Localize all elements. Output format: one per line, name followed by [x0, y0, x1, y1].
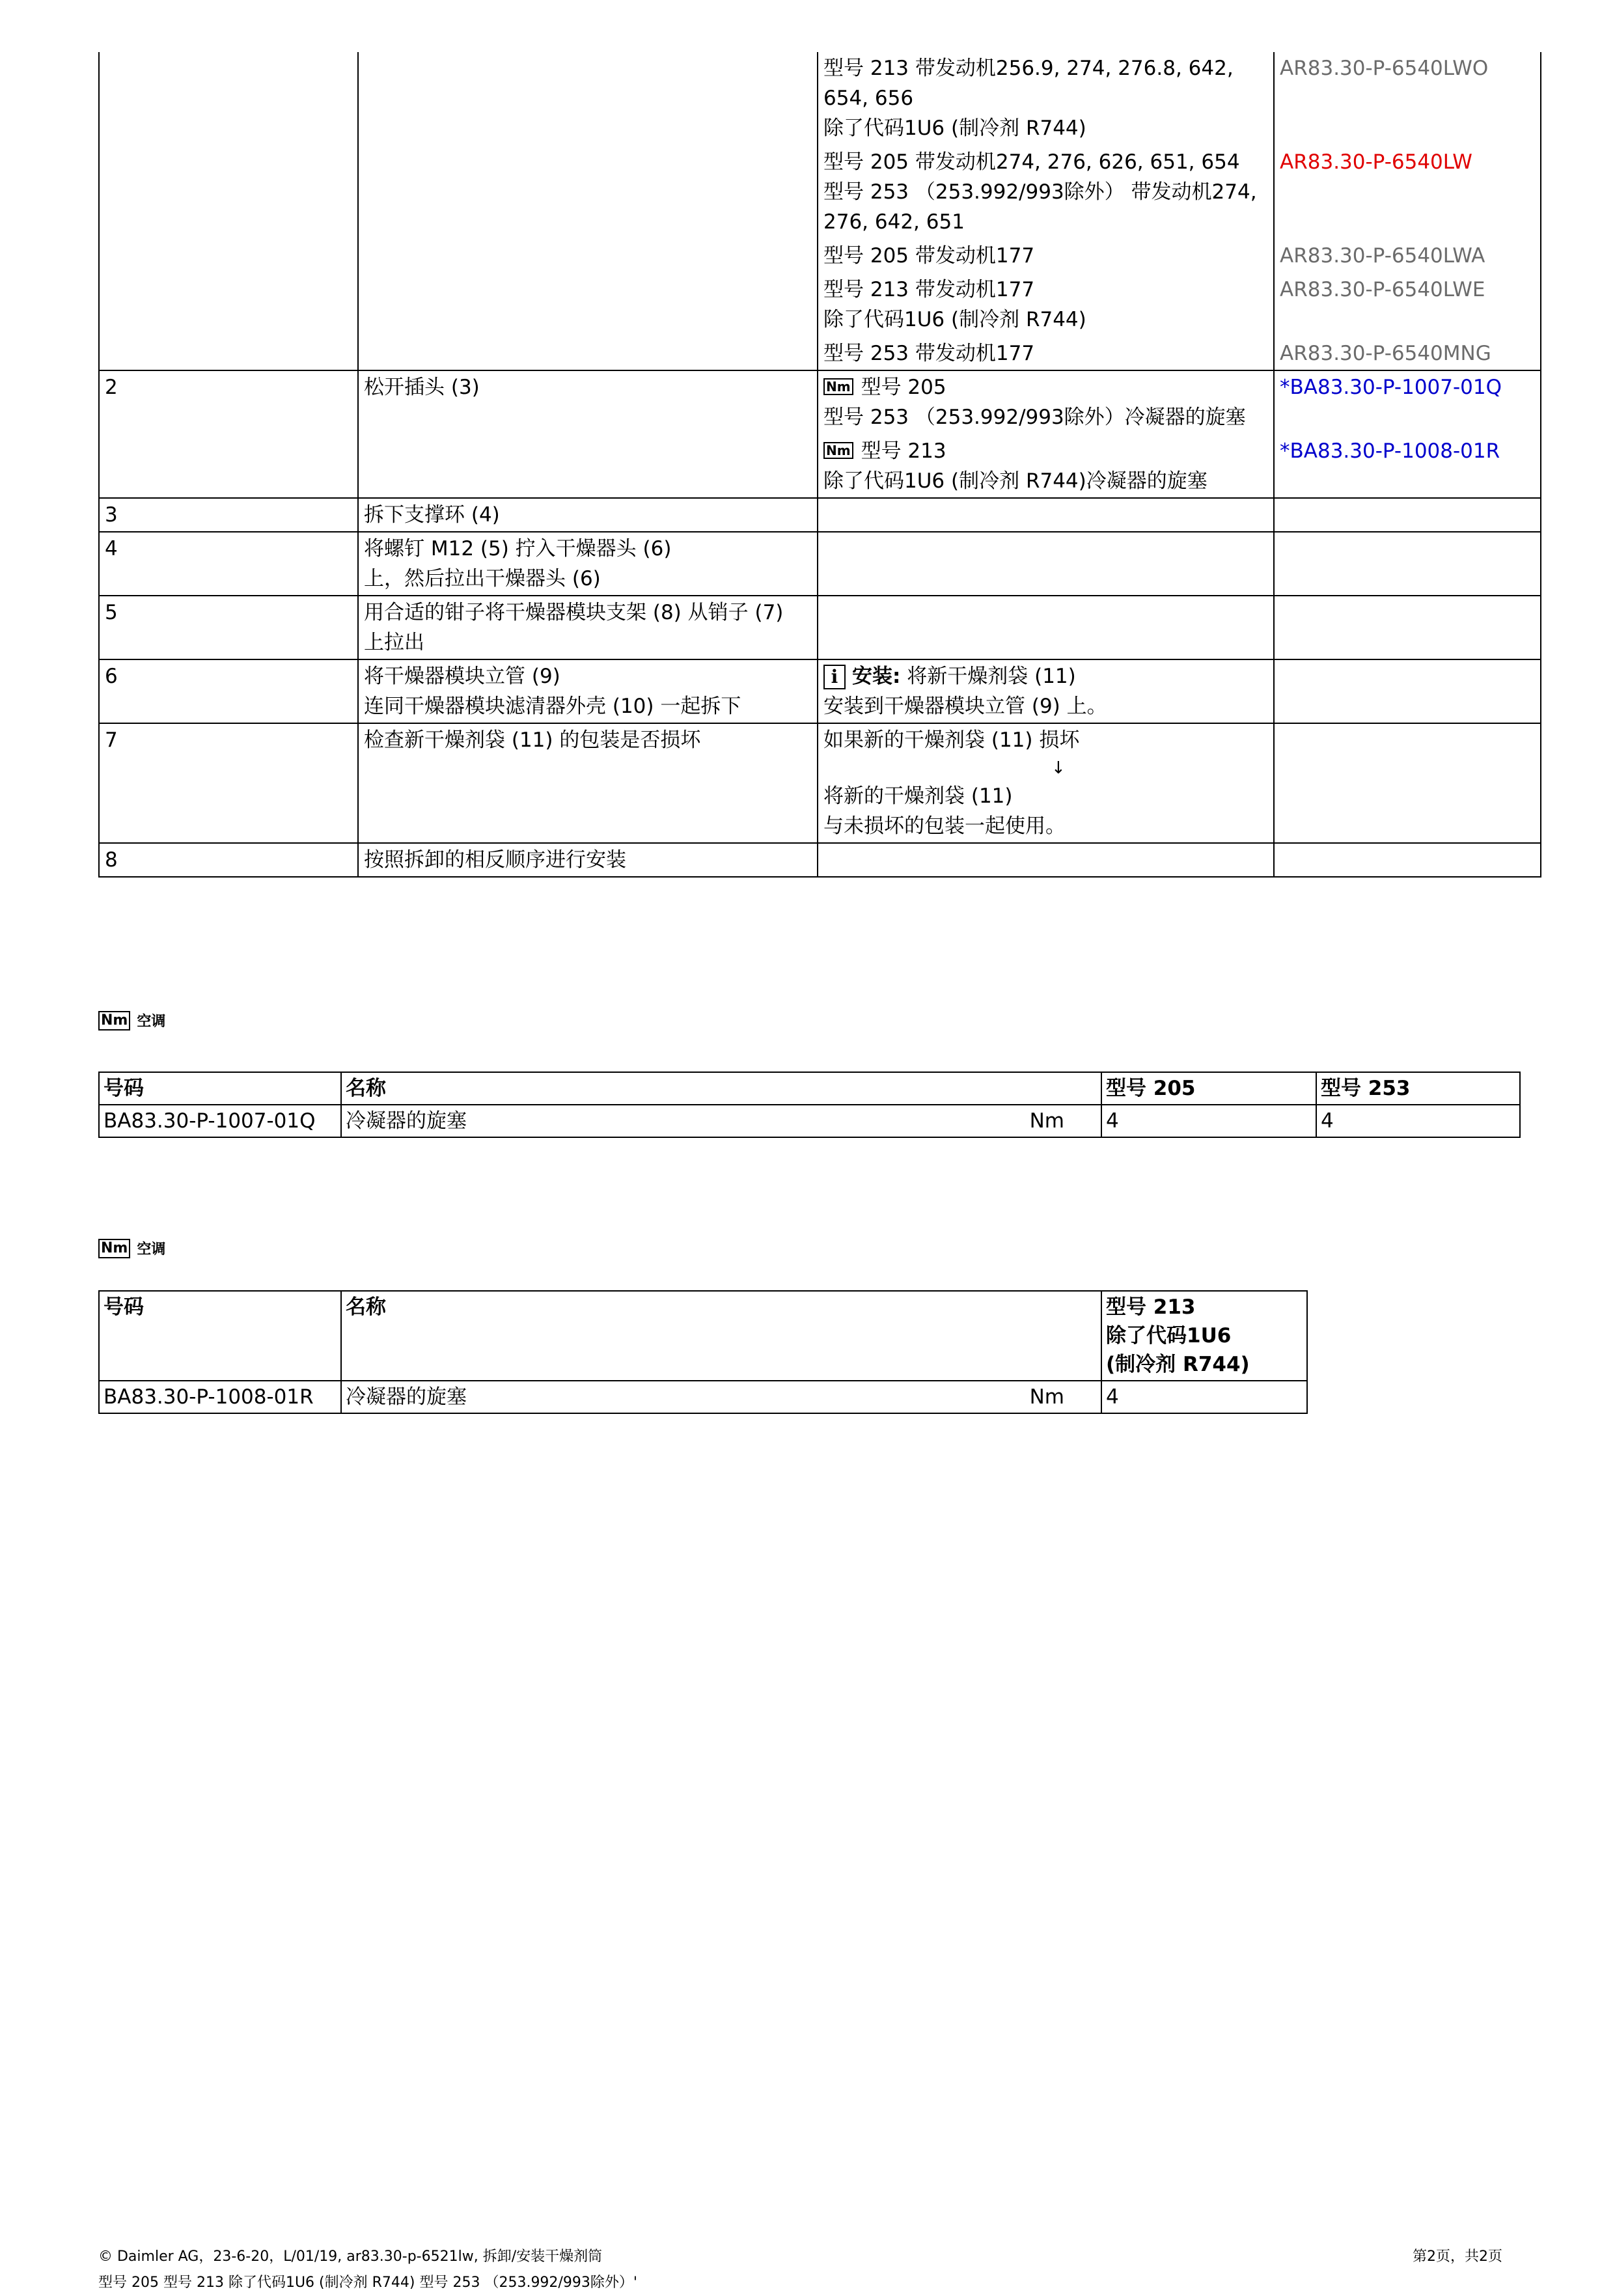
step-number: 7: [99, 723, 358, 843]
step-number: 5: [99, 596, 358, 659]
table-row: [99, 596, 1541, 659]
reference-link[interactable]: AR83.30-P-6540LWE: [1280, 278, 1485, 301]
column-header: 名称: [341, 1072, 1101, 1105]
torque-name: 冷凝器的旋塞 Nm: [341, 1105, 1101, 1137]
procedure-table: [98, 52, 1541, 878]
table-row: [99, 52, 1541, 370]
torque-value: 4: [1316, 1105, 1520, 1137]
torque-reference-link[interactable]: *BA83.30-P-1007-01Q: [1280, 376, 1502, 399]
step-action: 将螺钉 M12 (5) 拧入干燥器头 (6) 上，然后拉出干燥器头 (6): [358, 532, 818, 596]
step-action: 用合适的钳子将干燥器模块支架 (8) 从销子 (7) 上拉出: [358, 596, 818, 659]
reference-link[interactable]: AR83.30-P-6540LWA: [1280, 244, 1485, 268]
step-notes-cell: i 安装: 将新干燥剂袋 (11) 安装到干燥器模块立管 (9) 上。: [818, 659, 1274, 723]
table-row: [99, 1105, 1520, 1137]
info-icon: i: [823, 665, 846, 689]
step-reference-cell: [1274, 52, 1541, 370]
table-row: [99, 498, 1541, 532]
engine-variant-note: 型号 205 带发动机274, 276, 626, 651, 654 型号 253 （253.992/993除外） 带发动机274, 276, 642, 651: [823, 150, 1257, 234]
torque-icon: Nm: [823, 442, 853, 459]
torque-table: [98, 1290, 1308, 1414]
step-number: 4: [99, 532, 358, 596]
step-notes-cell: 如果新的干燥剂袋 (11) 损坏 ↓ 将新的干燥剂袋 (11) 与未损坏的包装一起使用。: [818, 723, 1274, 843]
torque-code: BA83.30-P-1008-01R: [99, 1381, 341, 1413]
table-header-row: [99, 1072, 1520, 1105]
footer-copyright: © Daimler AG，23-6-20，L/01/19, ar83.30-p-6521lw, 拆卸/安装干燥剂筒: [98, 2248, 603, 2265]
torque-icon: Nm: [98, 1011, 130, 1030]
torque-reference-link[interactable]: *BA83.30-P-1008-01R: [1280, 439, 1500, 463]
torque-icon: Nm: [98, 1239, 130, 1258]
step-action: 检查新干燥剂袋 (11) 的包装是否损坏: [358, 723, 818, 843]
step-action: 松开插头 (3): [358, 370, 818, 498]
step-number: 2: [99, 370, 358, 498]
engine-variant-note: 型号 205 带发动机177: [823, 244, 1035, 268]
reference-link[interactable]: AR83.30-P-6540MNG: [1280, 342, 1491, 365]
reference-link[interactable]: AR83.30-P-6540LW: [1280, 150, 1472, 174]
section-heading: Nm 空调: [98, 1009, 165, 1035]
table-row: [99, 1381, 1307, 1413]
torque-value: 4: [1101, 1381, 1307, 1413]
torque-value: 4: [1101, 1105, 1316, 1137]
step-action: 拆下支撑环 (4): [358, 498, 818, 532]
column-header: 型号 253: [1316, 1072, 1520, 1105]
table-row: [99, 659, 1541, 723]
table-header-row: [99, 1291, 1307, 1381]
column-header: 名称: [341, 1291, 1101, 1381]
step-action: 将干燥器模块立管 (9) 连同干燥器模块滤清器外壳 (10) 一起拆下: [358, 659, 818, 723]
section-heading: Nm 空调: [98, 1237, 165, 1263]
engine-variant-note: 型号 213 带发动机177 除了代码1U6 (制冷剂 R744): [823, 278, 1086, 331]
reference-link[interactable]: AR83.30-P-6540LWO: [1280, 57, 1489, 80]
step-number-cell: [99, 52, 358, 370]
page-footer: [98, 2244, 637, 2296]
column-header: 型号 213 除了代码1U6 (制冷剂 R744): [1101, 1291, 1307, 1381]
step-action-cell: [358, 52, 818, 370]
step-action: 按照拆卸的相反顺序进行安装: [358, 843, 818, 877]
page-number: 第2页，共2页: [1413, 2248, 1502, 2265]
column-header: 号码: [99, 1072, 341, 1105]
step-notes-cell: [818, 52, 1274, 370]
torque-name: 冷凝器的旋塞 Nm: [341, 1381, 1101, 1413]
table-row: [99, 843, 1541, 877]
step-number: 8: [99, 843, 358, 877]
step-number: 3: [99, 498, 358, 532]
step-reference-cell: [1274, 370, 1541, 498]
step-notes-cell: Nm 型号 205 型号 253 （253.992/993除外）冷凝器的旋塞 Nm 型号 213 除了代码1U6 (制冷剂 R744)冷凝器的旋塞: [818, 370, 1274, 498]
step-number: 6: [99, 659, 358, 723]
engine-variant-note: 型号 253 带发动机177: [823, 342, 1035, 365]
torque-table: [98, 1072, 1521, 1138]
torque-code: BA83.30-P-1007-01Q: [99, 1105, 341, 1137]
column-header: 号码: [99, 1291, 341, 1381]
arrow-down-icon: ↓: [1051, 758, 1066, 778]
column-header: 型号 205: [1101, 1072, 1316, 1105]
torque-icon: Nm: [823, 378, 853, 395]
footer-models: 型号 205 型号 213 除了代码1U6 (制冷剂 R744) 型号 253 （253.992/993除外）': [98, 2275, 637, 2291]
table-row: [99, 532, 1541, 596]
table-row: [99, 370, 1541, 498]
engine-variant-note: 型号 213 带发动机256.9, 274, 276.8, 642, 654, 656 除了代码1U6 (制冷剂 R744): [823, 57, 1234, 140]
table-row: [99, 723, 1541, 843]
